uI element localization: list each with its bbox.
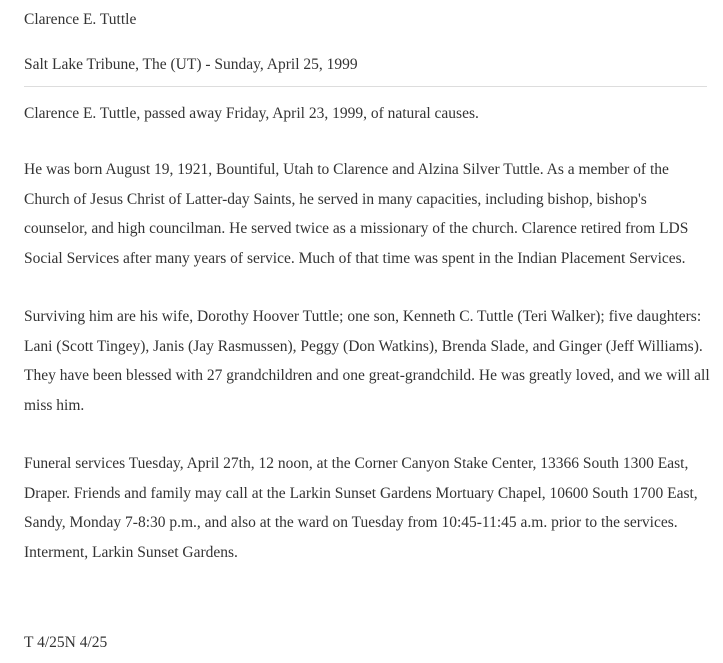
obituary-title: Clarence E. Tuttle [24, 11, 137, 28]
footer-code: T 4/25N 4/25 [24, 634, 108, 651]
paragraph-biography: He was born August 19, 1921, Bountiful, Utah to Clarence and Alzina Silver Tuttle. As a member of the Church of Jesus Christ of Latter-day Saints, he served in many capacities, including bishop, bishop's counselor, and high councilman. He served twice as a missionary of the church. Clarence retired from LDS Social Services after many years of service. Much of that time was spent in the Indian Placement Services. [24, 161, 689, 267]
publication-source: Salt Lake Tribune, The (UT) - Sunday, April 25, 1999 [24, 56, 358, 73]
paragraph-death-notice: Clarence E. Tuttle, passed away Friday, April 23, 1999, of natural causes. [24, 105, 479, 122]
divider [24, 86, 707, 87]
paragraph-survivors: Surviving him are his wife, Dorothy Hoover Tuttle; one son, Kenneth C. Tuttle (Teri Walker); five daughters: Lani (Scott Tingey), Janis (Jay Rasmussen), Peggy (Don Watkins), Brenda Slade, and Ginger (Jeff Williams). They have been blessed with 27 grandchildren and one great-grandchild. He was greatly loved, and we will all miss him. [24, 308, 710, 414]
obituary-body [24, 103, 714, 596]
paragraph-services: Funeral services Tuesday, April 27th, 12 noon, at the Corner Canyon Stake Center, 13366 South 1300 East, Draper. Friends and family may call at the Larkin Sunset Gardens Mortuary Chapel, 10600 South 1700 East, Sandy, Monday 7-8:30 p.m., and also at the ward on Tuesday from 10:45-11:45 a.m. prior to the services. Interment, Larkin Sunset Gardens. [24, 455, 698, 561]
